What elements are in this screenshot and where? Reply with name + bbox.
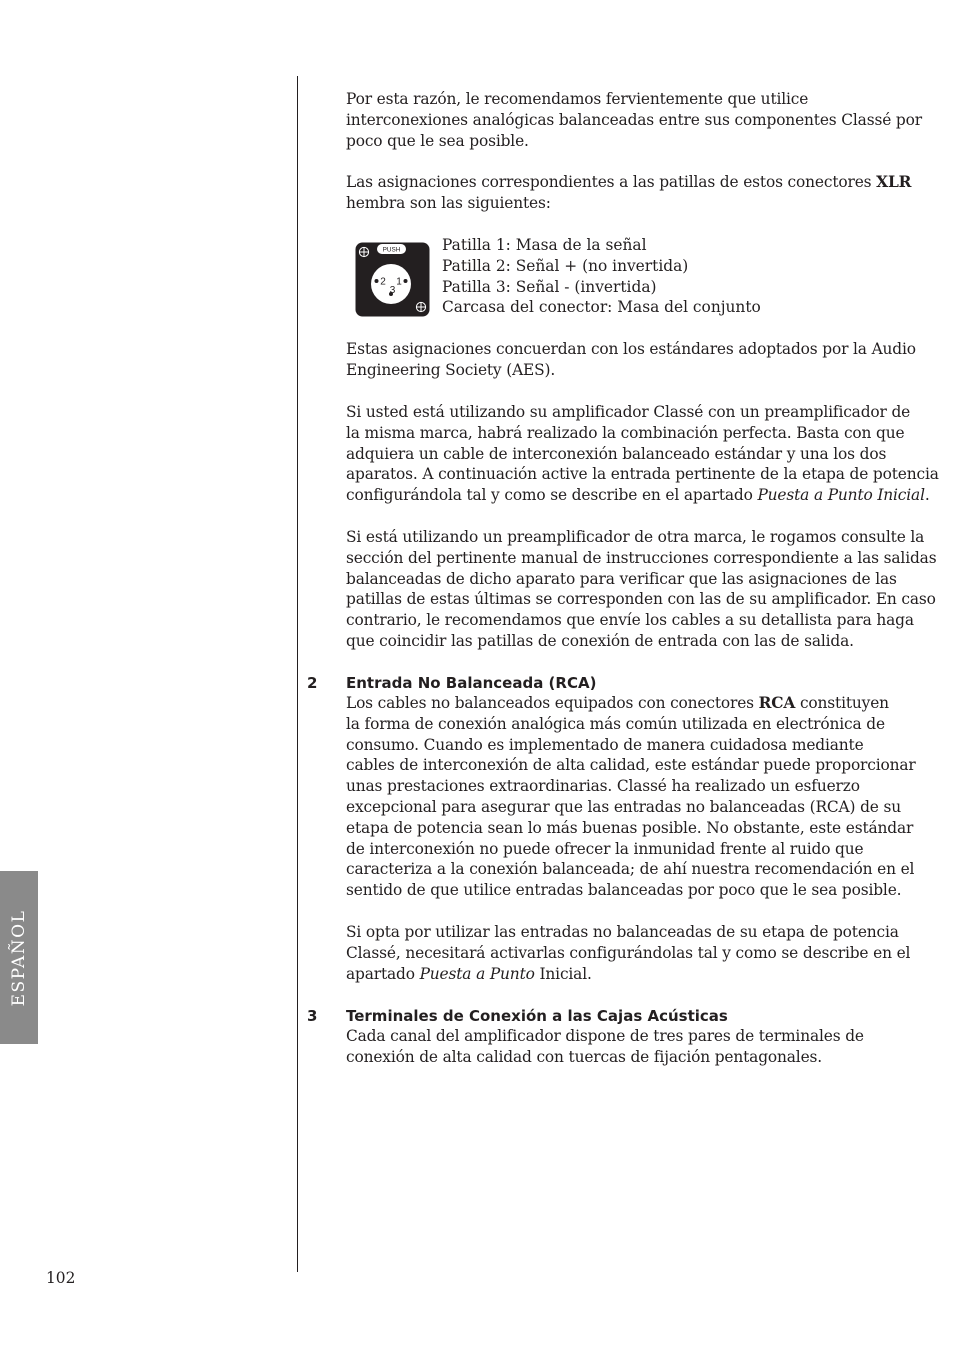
text-line: cables de interconexión de alta calidad, este estándar puede proporcionar	[346, 756, 916, 775]
section-2-title: Entrada No Balanceada (RCA)	[346, 674, 597, 692]
push-label: PUSH	[382, 246, 401, 254]
text-run: Las asignaciones correspondientes a las patillas de estos conectores	[346, 173, 877, 191]
language-tab-label: ESPAÑOL	[9, 909, 29, 1006]
pin-assignment-list	[442, 235, 761, 318]
text-line: Si está utilizando un preamplificador de otra marca, le rogamos consulte la	[346, 528, 925, 546]
xlr-face	[371, 264, 411, 304]
text-line: sentido de que utilice entradas balanceadas por poco que le sea posible.	[346, 881, 902, 900]
pin-item: Patilla 2: Señal + (no invertida)	[442, 256, 689, 275]
page-number: 102	[46, 1269, 76, 1287]
text-run: constituyen	[795, 694, 889, 712]
text-line: unas prestaciones extraordinarias. Classé ha realizado un esfuerzo	[346, 777, 860, 796]
text-line: la misma marca, habrá realizado la combinación perfecta. Basta con que	[346, 423, 905, 442]
italic-reference: Puesta a Punto	[419, 964, 535, 983]
paragraph-xlr-assignments	[346, 172, 912, 214]
text-line: aparatos. A continuación active la entrada pertinente de la etapa de potencia	[346, 465, 939, 484]
section-3-body	[346, 1026, 864, 1068]
pin-1-dot	[404, 279, 408, 283]
text-line: etapa de potencia sean lo más buenas posible. No obstante, este estándar	[346, 818, 914, 837]
section-2-paragraph-2	[346, 922, 911, 984]
section-2-body	[346, 693, 916, 901]
text-line: hembra son las siguientes:	[346, 193, 551, 212]
text-run: apartado	[346, 964, 420, 983]
pin-2-dot	[375, 279, 379, 283]
text-line: la forma de conexión analógica más común utilizada en electrónica de	[346, 714, 885, 733]
text-run: configurándola tal y como se describe en el apartado	[346, 486, 758, 505]
text-line	[346, 964, 861, 985]
paragraph-same-brand	[346, 402, 939, 506]
text-run: Los cables no balanceados equipados con conectores	[346, 694, 759, 712]
pin-item: Carcasa del conector: Masa del conjunto	[442, 298, 761, 317]
text-line: Si usted está utilizando su amplificador Classé con un preamplificador de	[346, 403, 911, 421]
section-3-number: 3	[307, 1007, 318, 1025]
text-line: Por esta razón, le recomendamos fervientemente que utilice	[346, 90, 809, 108]
text-line: contrario, le recomendamos que envíe los cables a su detallista para haga	[346, 611, 914, 630]
pin-item: Patilla 1: Masa de la señal	[442, 236, 647, 254]
text-run: Inicial.	[534, 964, 592, 983]
text-line	[346, 693, 889, 714]
paragraph-aes	[346, 339, 916, 381]
text-line	[346, 172, 912, 193]
pin-1-label: 1	[396, 276, 402, 288]
text-line: interconexiones analógicas balanceadas entre sus componentes Classé por	[346, 110, 922, 129]
pin-3-label: 3	[389, 285, 396, 296]
column-divider-rule	[297, 76, 298, 1272]
text-line: de interconexión no puede ofrecer la inmunidad frente al ruido que	[346, 839, 864, 858]
italic-reference: Puesta a Punto Inicial	[757, 486, 925, 505]
text-line: poco que le sea posible.	[346, 131, 529, 150]
text-line: patillas de estas últimas se corresponden con las de su amplificador. En caso	[346, 590, 936, 609]
text-line: caracteriza a la conexión balanceada; de ahí nuestra recomendación en el	[346, 860, 915, 879]
text-line: Engineering Society (AES).	[346, 360, 556, 379]
paragraph-recommendation	[346, 89, 922, 151]
section-3-title: Terminales de Conexión a las Cajas Acústicas	[346, 1007, 728, 1025]
text-line: sección del pertinente manual de instrucciones correspondiente a las salidas	[346, 548, 937, 567]
bold-rca: RCA	[758, 694, 796, 712]
text-line: que coincidir las patillas de conexión de entrada con las de salida.	[346, 631, 854, 650]
text-line	[346, 485, 930, 506]
text-line: balanceadas de dicho aparato para verificar que las asignaciones de las	[346, 569, 897, 588]
pin-item: Patilla 3: Señal - (invertida)	[442, 277, 657, 296]
paragraph-other-brand	[346, 527, 937, 652]
text-line: Estas asignaciones concuerdan con los estándares adoptados por la Audio	[346, 340, 916, 358]
section-2-number: 2	[307, 674, 318, 692]
text-line: adquiera un cable de interconexión balanceado estándar y una los dos	[346, 444, 887, 463]
bold-xlr: XLR	[876, 173, 912, 191]
xlr-connector-icon	[355, 242, 430, 317]
text-line: Cada canal del amplificador dispone de tres pares de terminales de	[346, 1027, 864, 1045]
text-line: consumo. Cuando es implementado de manera cuidadosa mediante	[346, 735, 864, 754]
text-line: conexión de alta calidad con tuercas de fijación pentagonales.	[346, 1047, 823, 1066]
language-side-tab	[0, 871, 38, 1044]
text-line: Si opta por utilizar las entradas no balanceadas de su etapa de potencia	[346, 923, 899, 941]
pin-2-label: 2	[380, 276, 386, 288]
text-line: excepcional para asegurar que las entradas no balanceadas (RCA) de su	[346, 797, 901, 816]
text-run: .	[924, 486, 930, 505]
text-line: Classé, necesitará activarlas configurándolas tal y como se describe en el	[346, 943, 911, 962]
